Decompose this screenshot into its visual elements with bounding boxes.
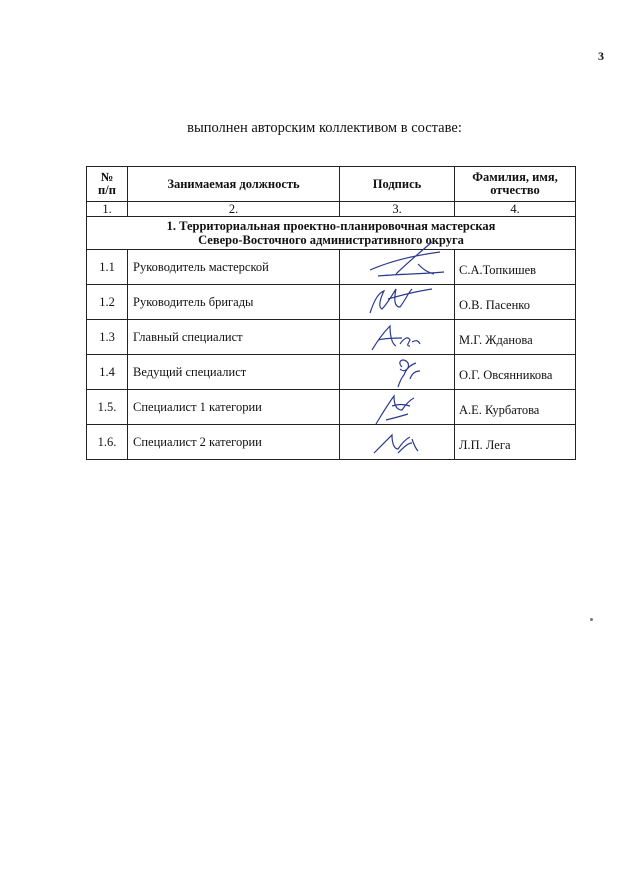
row-position: Специалист 1 категории (128, 390, 340, 425)
scan-speck (590, 618, 593, 621)
header-num-label: № п/п (98, 170, 116, 197)
row-position: Ведущий специалист (128, 355, 340, 390)
column-number: 2. (128, 202, 340, 217)
section-title-line2: Северо-Восточного административного округа (198, 233, 464, 247)
row-name: О.В. Пасенко (455, 285, 576, 320)
row-name: С.А.Топкишев (455, 250, 576, 285)
row-number: 1.3 (87, 320, 128, 355)
row-number: 1.5. (87, 390, 128, 425)
table-row (87, 390, 576, 425)
table-row (87, 425, 576, 460)
header-name-label: Фамилия, имя, отчество (472, 170, 558, 197)
row-position: Руководитель бригады (128, 285, 340, 320)
section-title-line1: 1. Территориальная проектно-планировочная мастерская (166, 219, 496, 233)
row-position: Руководитель мастерской (128, 250, 340, 285)
table-header-row (87, 167, 576, 202)
row-number: 1.6. (87, 425, 128, 460)
section-title (87, 217, 576, 250)
column-numbering-row (87, 202, 576, 217)
row-number: 1.2 (87, 285, 128, 320)
column-number: 1. (87, 202, 128, 217)
row-signature (340, 425, 455, 460)
row-name: О.Г. Овсянникова (455, 355, 576, 390)
table-row (87, 285, 576, 320)
row-name: М.Г. Жданова (455, 320, 576, 355)
header-name (455, 167, 576, 202)
intro-text: выполнен авторским коллективом в составе: (187, 120, 462, 136)
section-row (87, 217, 576, 250)
row-name: Л.П. Лега (455, 425, 576, 460)
signature-mark (348, 409, 448, 463)
row-name: А.Е. Курбатова (455, 390, 576, 425)
authors-table (86, 166, 576, 460)
column-number: 3. (340, 202, 455, 217)
header-position: Занимаемая должность (128, 167, 340, 202)
header-signature: Подпись (340, 167, 455, 202)
table-row (87, 320, 576, 355)
table-row (87, 250, 576, 285)
row-position: Главный специалист (128, 320, 340, 355)
row-position: Специалист 2 категории (128, 425, 340, 460)
header-num (87, 167, 128, 202)
column-number: 4. (455, 202, 576, 217)
page-number: 3 (598, 49, 604, 63)
row-number: 1.4 (87, 355, 128, 390)
table-row (87, 355, 576, 390)
row-number: 1.1 (87, 250, 128, 285)
